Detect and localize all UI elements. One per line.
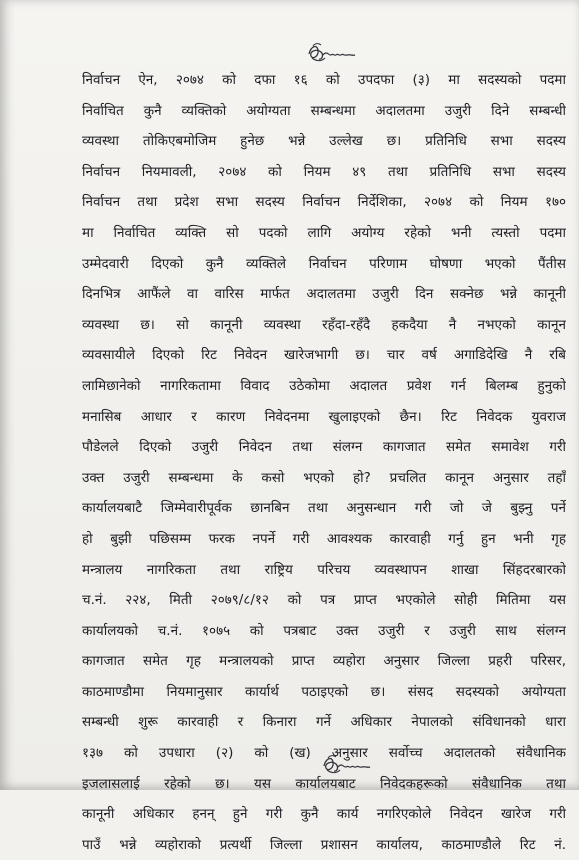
text-line-10: व्यवसायीले दिएको रिट निवेदन खारेजभागी छ। चार वर्ष अगाडिदेखि नै रबि — [82, 347, 566, 364]
text-line-22: सम्बन्धी शुरू कारवाही र किनारा गर्ने अधिकार नेपालको संविधानको धारा — [82, 714, 566, 731]
text-line-21: काठमाण्डौमा नियमानुसार कार्यार्थ पठाइएको छ। संसद सदस्यको अयोग्यता — [82, 683, 566, 700]
text-line-20: कागजात समेत गृह मन्त्रालयको प्राप्त व्यहोरा अनुसार जिल्ला प्रहरी परिसर, — [82, 653, 566, 670]
signature-top-mark — [303, 40, 359, 66]
text-line-23: १३७ को उपधारा (२) को (ख) अनुसार सर्वोच्च अदालतको संवैधानिक — [82, 745, 566, 762]
text-line-5: निर्वाचन तथा प्रदेश सभा सदस्य निर्वाचन निर्देशिका, २०७४ को नियम १७० — [82, 194, 566, 211]
signature-bottom — [318, 752, 374, 778]
text-line-25: कानूनी अधिकार हनन् हुने गरी कुनै कार्य नगरिएकोले निवेदन खारेज गरी — [82, 806, 566, 823]
text-line-4: निर्वाचन नियमावली, २०७४ को नियम ४९ तथा प्रतिनिधि सभा सदस्य — [82, 163, 566, 180]
signature-bottom-mark — [318, 752, 374, 778]
text-line-24: इजलासलाई रहेको छ। यस कार्यालयबाट निवेदकहरूको संवैधानिक तथा — [82, 775, 566, 792]
text-line-12: मनासिब आधार र कारण निवेदनमा खुलाइएको छैन। रिट निवेदक युवराज — [82, 408, 566, 425]
text-line-9: व्यवस्था छ। सो कानूनी व्यवस्था रहँदा-रहँदै हकदैया नै नभएको कानून — [82, 316, 566, 333]
text-line-14: उक्त उजुरी सम्बन्धमा के कसो भएको हो? प्रचलित कानून अनुसार तहाँ — [82, 469, 566, 486]
text-line-16: हो बुझी पछिसम्म फरक नपर्ने गरी आवश्यक कारवाही गर्नु हुन भनी गृह — [82, 530, 566, 547]
document-body — [82, 65, 566, 860]
text-line-1: निर्वाचन ऐन, २०७४ को दफा १६ को उपदफा (३) मा सदस्यको पदमा — [82, 72, 566, 88]
text-line-15: कार्यालयबाटै जिम्मेवारीपूर्वक छानबिन तथा अनुसन्धान गरी जो जे बुझ्नु पर्ने — [82, 500, 566, 517]
text-line-26: पाउँ भन्ने व्यहोराको प्रत्यर्थी जिल्ला प्रशासन कार्यालय, काठमाण्डौले रिट नं. — [82, 836, 566, 853]
text-line-3: व्यवस्था तोकिएबमोजिम हुनेछ भन्ने उल्लेख छ। प्रतिनिधि सभा सदस्य — [82, 133, 566, 150]
text-line-13: पौडेलले दिएको उजुरी निवेदन तथा संलग्न कागजात समेत समावेश गरी — [82, 439, 566, 456]
text-line-7: उम्मेदवारी दिएको कुनै व्यक्तिले निर्वाचन परिणाम घोषणा भएको पैंतीस — [82, 255, 566, 272]
text-line-6: मा निर्वाचित व्यक्ति सो पदको लागि अयोग्य रहेको भनी त्यस्तो पदमा — [82, 224, 566, 241]
text-line-18: च.नं. २२४, मिती २०७९/८/१२ को पत्र प्राप्त भएकोले सोही मितिमा यस — [82, 592, 566, 609]
text-line-17: मन्त्रालय नागरिकता तथा राष्ट्रिय परिचय व्यवस्थापन शाखा सिंहदरबारको — [82, 561, 566, 578]
text-line-8: दिनभित्र आफैंले वा वारिस मार्फत अदालतमा उजुरी दिन सक्नेछ भन्ने कानूनी — [82, 286, 566, 303]
text-line-2: निर्वाचित कुनै व्यक्तिको अयोग्यता सम्बन्धमा अदालतमा उजुरी दिने सम्बन्धी — [82, 102, 566, 119]
text-line-11: लामिछानेको नागरिकतामा विवाद उठेकोमा अदालत प्रवेश गर्न बिलम्ब हुनुको — [82, 377, 566, 394]
text-line-19: कार्यालयको च.नं. १०७५ को पत्रबाट उक्त उजुरी र उजुरी साथ संलग्न — [82, 622, 566, 639]
signature-top — [303, 40, 359, 66]
